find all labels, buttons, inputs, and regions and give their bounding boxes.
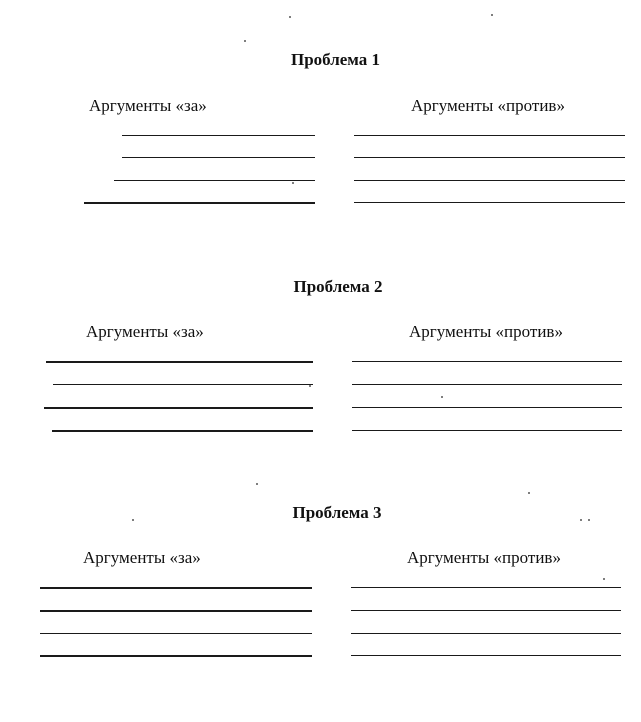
scan-speck — [580, 519, 582, 521]
pro-answer-line[interactable] — [40, 633, 312, 634]
con-answer-line[interactable] — [354, 180, 625, 181]
scan-speck — [256, 483, 258, 485]
problem-section-1 — [0, 50, 641, 250]
problem-section-2 — [0, 277, 641, 477]
pro-answer-line[interactable] — [40, 610, 312, 612]
con-answer-line[interactable] — [351, 587, 621, 588]
scan-speck — [132, 519, 134, 521]
pro-answer-line[interactable] — [52, 430, 313, 432]
con-answer-line[interactable] — [351, 633, 621, 634]
con-answer-line[interactable] — [352, 384, 622, 385]
pro-answer-line[interactable] — [122, 135, 315, 136]
scan-speck — [588, 519, 590, 521]
con-answer-line[interactable] — [351, 610, 621, 611]
scan-speck — [491, 14, 493, 16]
con-answer-line[interactable] — [354, 135, 625, 136]
con-heading: Аргументы «против» — [411, 96, 565, 115]
pro-answer-line[interactable] — [122, 157, 315, 158]
pro-answer-line[interactable] — [40, 587, 312, 589]
pro-answer-line[interactable] — [44, 407, 313, 409]
scan-speck — [244, 40, 246, 42]
con-answer-line[interactable] — [351, 655, 621, 656]
scan-speck — [603, 578, 605, 580]
pro-answer-line[interactable] — [84, 202, 315, 204]
con-answer-line[interactable] — [354, 157, 625, 158]
con-answer-line[interactable] — [352, 407, 622, 408]
con-answer-line[interactable] — [352, 430, 622, 431]
scan-speck — [289, 16, 291, 18]
problem-title: Проблема 2 — [293, 277, 383, 296]
scan-speck — [528, 492, 530, 494]
con-heading: Аргументы «против» — [409, 322, 563, 341]
con-answer-line[interactable] — [352, 361, 622, 362]
problem-title: Проблема 1 — [290, 50, 381, 69]
pro-answer-line[interactable] — [40, 655, 312, 657]
pro-answer-line[interactable] — [114, 180, 315, 181]
con-answer-line[interactable] — [354, 202, 625, 203]
con-heading: Аргументы «против» — [407, 548, 561, 567]
pro-heading: Аргументы «за» — [89, 96, 207, 115]
pro-answer-line[interactable] — [53, 384, 313, 385]
problem-title: Проблема 3 — [292, 503, 382, 522]
pro-answer-line[interactable] — [46, 361, 313, 363]
scan-speck — [292, 182, 294, 184]
scan-speck — [309, 385, 311, 387]
pro-heading: Аргументы «за» — [83, 548, 201, 567]
scan-speck — [441, 396, 443, 398]
pro-heading: Аргументы «за» — [86, 322, 204, 341]
problem-section-3 — [0, 503, 641, 703]
